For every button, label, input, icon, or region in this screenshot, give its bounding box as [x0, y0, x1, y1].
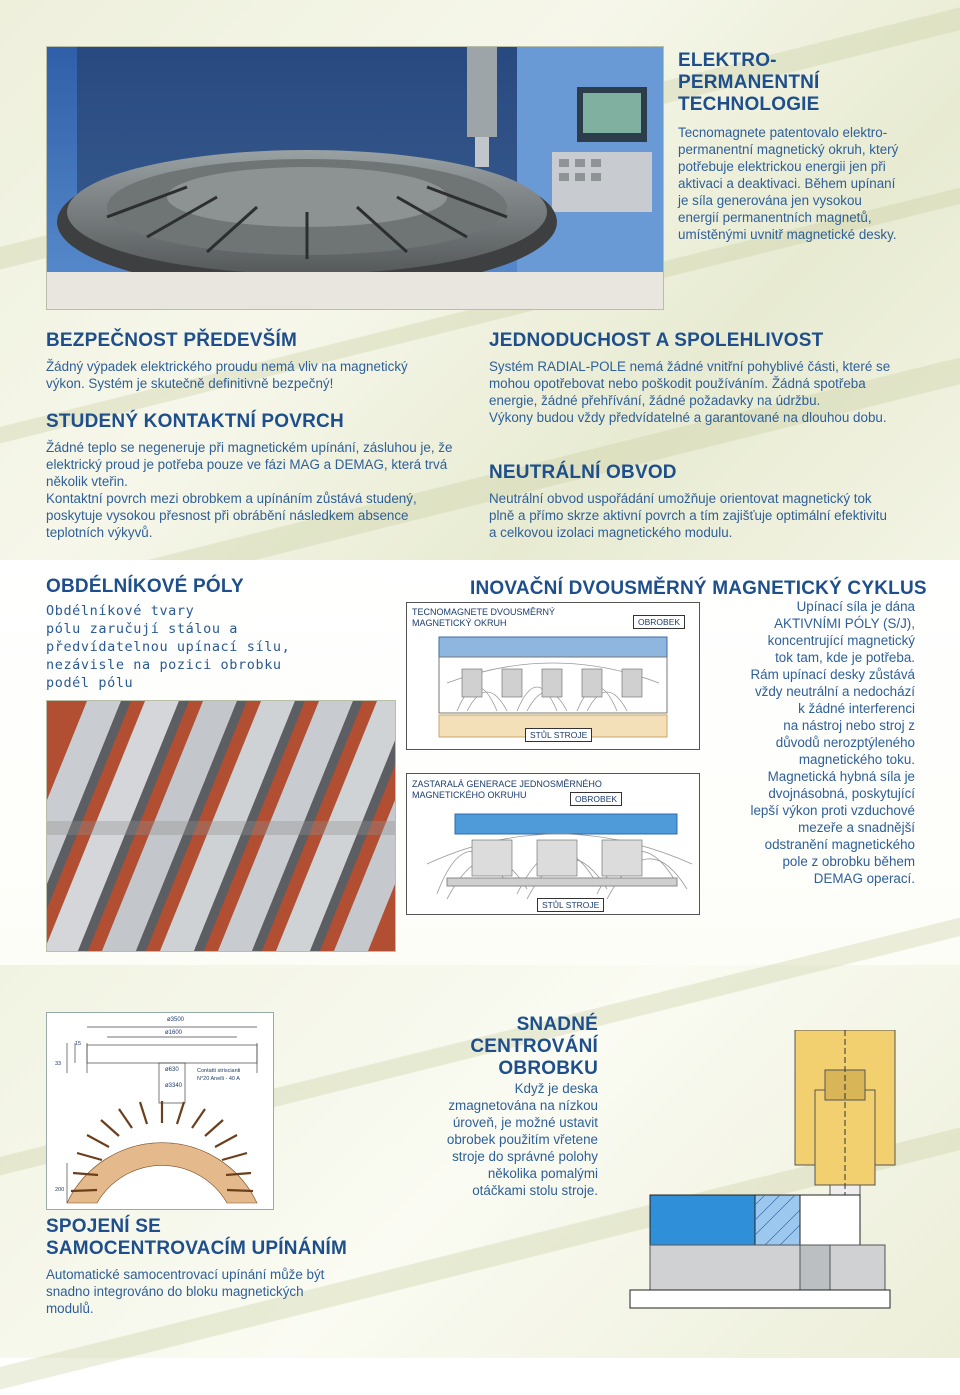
rect-line: pólu zaručují stálou a — [46, 621, 239, 637]
rect-line: nezávisle na pozici obrobku — [46, 657, 282, 673]
cycle-line: lepší výkon proti vzduchové — [750, 803, 915, 818]
rect-line: Obdélníkové tvary — [46, 603, 195, 619]
diagram2-stul-label: STŮL STROJE — [537, 898, 604, 912]
cycle-line: DEMAG operací. — [813, 871, 915, 886]
centering-line: úroveň, je možné ustavit — [452, 1115, 598, 1130]
cycle-line: k žádné interferenci — [798, 701, 915, 716]
centering-title-2: CENTROVÁNÍ — [470, 1036, 598, 1057]
neutral-section — [489, 462, 909, 541]
machine-photo — [46, 46, 664, 310]
poles-photo — [46, 700, 396, 952]
dim-label: ø3340 — [165, 1083, 183, 1089]
centering-line: stroje do správné polohy — [452, 1149, 598, 1164]
selfcenter-text: Automatické samocentrovací upínání může být snadno integrováno do bloku magnetických modulů. — [46, 1267, 325, 1316]
simple-text-1: Systém RADIAL-POLE nemá žádné vnitřní pohyblivé části, které se mohou opotřebovat nebo poškodit používáním. Žádná spotřeba energie, žádné přehřívání, žádné požadavky na údržbu. — [489, 359, 891, 408]
cold-text-1: Žádné teplo se negeneruje při magnetickém upínání, zásluhou je, že elektrický proud je potřeba pouze ve fázi MAG a DEMAG, která trvá několik vteřin. — [46, 440, 453, 489]
safety-title: BEZPEČNOST PŘEDEVŠÍM — [46, 330, 298, 351]
cycle-line: AKTIVNÍMI PÓLY (S/J), — [774, 616, 915, 631]
centering-line: několika pomalými — [487, 1166, 598, 1181]
cycle-line: Upínací síla je dána — [796, 599, 915, 614]
centering-line: otáčkami stolu stroje. — [472, 1183, 598, 1198]
electro-title-2: PERMANENTNÍ — [678, 72, 820, 93]
spindle-graphic — [620, 1030, 920, 1320]
centering-line: zmagnetována na nízkou — [448, 1098, 598, 1113]
rect-line: předvídatelnou upínací sílu, — [46, 639, 291, 655]
cold-text-2: Kontaktní povrch mezi obrobkem a upínáním zůstává studený, poskytuje vysokou přesnost při obrábění následkem absence teplotních výkyvů. — [46, 491, 417, 540]
diagram1-caption-1: TECNOMAGNETE DVOUSMĚRNÝ — [412, 607, 556, 617]
drawing-note-2: N°20 Anelli - 40 A — [197, 1076, 240, 1082]
diagram1-obrobek-label: OBROBEK — [633, 615, 685, 629]
cycle-line: důvodů nerozptýleného — [775, 735, 915, 750]
dim-label: ø1600 — [165, 1030, 183, 1036]
cycle-line: pole z obrobku během — [782, 854, 915, 869]
electro-section — [678, 50, 918, 243]
dim-label: ø3500 — [167, 1017, 185, 1023]
cycle-line: odstranění magnetického — [764, 837, 915, 852]
cycle-line: tok tam, kde je potřeba. — [775, 650, 915, 665]
diagram2-caption-2: MAGNETICKÉHO OKRUHU — [412, 790, 527, 800]
simple-section — [489, 330, 909, 426]
spindle-illustration — [620, 1030, 920, 1320]
cycle-line: na nástroj nebo stroj z — [783, 718, 915, 733]
diagram2-obrobek-label: OBROBEK — [570, 792, 622, 806]
rect-title: OBDÉLNÍKOVÉ PÓLY — [46, 576, 244, 597]
selfcenter-section — [46, 1216, 386, 1317]
cycle-line: Magnetická hybná síla je — [767, 769, 915, 784]
simple-text-2: Výkony budou vždy předvídatelné a garantované na dlouhou dobu. — [489, 410, 887, 425]
centering-section — [400, 1014, 598, 1199]
centering-line: Když je deska — [514, 1081, 598, 1096]
diagram-bidirectional — [406, 602, 700, 750]
electro-title-1: ELEKTRO- — [678, 50, 777, 71]
cold-section — [46, 411, 476, 541]
cycle-line: vždy neutrální a nedochází — [754, 684, 915, 699]
dim-label: ø630 — [165, 1067, 179, 1073]
cold-title: STUDENÝ KONTAKTNÍ POVRCH — [46, 411, 344, 432]
cycle-text — [705, 598, 915, 887]
technical-drawing — [46, 1012, 274, 1210]
safety-section — [46, 330, 466, 392]
neutral-text: Neutrální obvod uspořádání umožňuje orientovat magnetický tok plně a přímo skrze aktivní povrch a tím zajišťuje optimální efektivitu a celkovou izolaci magnetického modulu. — [489, 491, 887, 540]
diagram1-caption-2: MAGNETICKÝ OKRUH — [412, 618, 507, 628]
cycle-line: magnetického toku. — [798, 752, 915, 767]
centering-title-1: SNADNÉ — [516, 1014, 598, 1035]
selfcenter-title-2: SAMOCENTROVACÍM UPÍNÁNÍM — [46, 1238, 348, 1259]
electro-title-3: TECHNOLOGIE — [678, 94, 820, 115]
diagram2-caption-1: ZASTARALÁ GENERACE JEDNOSMĚRNÉHO — [412, 779, 602, 789]
selfcenter-title-1: SPOJENÍ SE — [46, 1216, 161, 1237]
simple-title: JEDNODUCHOST A SPOLEHLIVOST — [489, 330, 824, 351]
side-dim: 200 — [55, 1187, 65, 1193]
rect-line: podél pólu — [46, 675, 134, 691]
electro-text: Tecnomagnete patentovalo elektro-permanentní magnetický okruh, který potřebuje elektrickou energii jen při aktivaci a deaktivaci. Během upínaní je síla generována jen vysokou energií permanentních magnetů, umístěnými uvnitř magnetické desky. — [678, 125, 899, 242]
cycle-title: INOVAČNÍ DVOUSMĚRNÝ MAGNETICKÝ CYKLUS — [470, 578, 927, 599]
side-dim: 15 — [75, 1041, 82, 1047]
diagram2-graphic — [407, 774, 699, 914]
cycle-line: mezeře a snadnější — [798, 820, 915, 835]
side-dim: 33 — [55, 1061, 62, 1067]
centering-title-3: OBROBKU — [498, 1058, 598, 1079]
diagram-unidirectional — [406, 773, 700, 915]
machine-illustration — [47, 47, 663, 309]
drawing-note-1: Contatti striscianti — [197, 1068, 241, 1074]
cycle-line: dvojnásobná, poskytující — [768, 786, 915, 801]
cycle-line: Rám upínací desky zůstává — [750, 667, 915, 682]
centering-line: obrobek použitím vřetene — [446, 1132, 598, 1147]
diagram1-stul-label: STŮL STROJE — [525, 728, 592, 742]
safety-text: Žádný výpadek elektrického proudu nemá vliv na magnetický výkon. Systém je skutečně definitivně bezpečný! — [46, 359, 408, 391]
cycle-line: koncentrující magnetický — [767, 633, 915, 648]
neutral-title: NEUTRÁLNÍ OBVOD — [489, 462, 677, 483]
rect-section — [46, 576, 326, 692]
poles-illustration — [47, 701, 395, 951]
